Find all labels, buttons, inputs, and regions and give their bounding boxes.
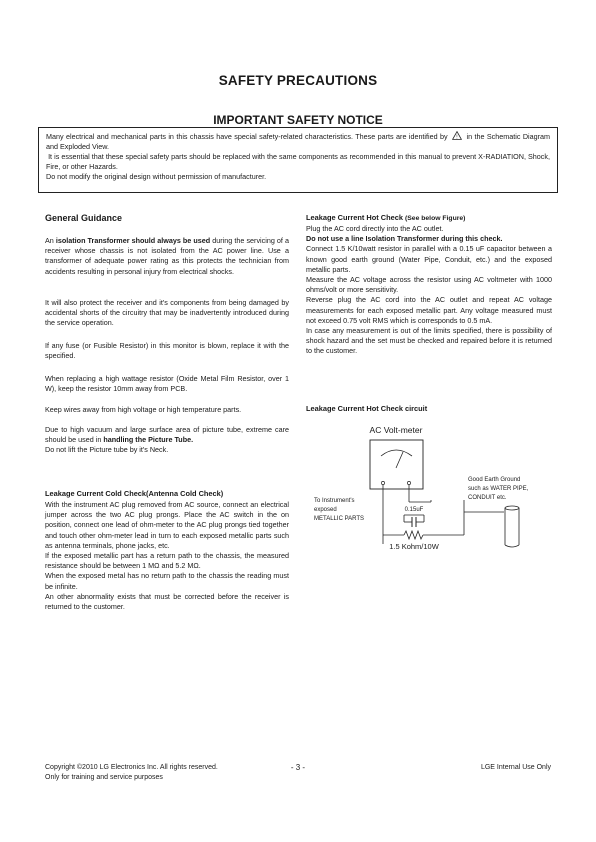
hot-check-title: Leakage Current Hot Check [306, 213, 403, 222]
footer-internal: LGE Internal Use Only [480, 764, 551, 771]
circuit-heading: Leakage Current Hot Check circuit [306, 404, 428, 413]
hot-check-p1: Plug the AC cord directly into the AC outlet. [306, 224, 444, 233]
footer-copyright: Copyright ©2010 LG Electronics Inc. All rights reserved. [45, 764, 218, 771]
general-guidance-heading: General Guidance [45, 213, 123, 223]
hot-check-p2: Do not use a line Isolation Transformer during this check. [306, 234, 503, 244]
meter-terminal-left [381, 481, 384, 484]
guidance-p2: It will also protect the receiver and it's components from being damaged by accidental shorts of the circuitry that may be inadvertently introduced during the service operation. [45, 298, 289, 328]
hot-check-note: (See below Figure) [405, 215, 466, 222]
guidance-p3: If any fuse (or Fusible Resistor) in this monitor is blown, replace it with the specified. [45, 341, 289, 361]
cold-check-p4: An other abnormality exists that must be corrected before the receiver is returned to the customer. [45, 591, 289, 612]
notice-p3: Do not modify the original design without permission of manufacturer. [46, 172, 267, 182]
guidance-p4: When replacing a high wattage resistor (Oxide Metal Film Resistor, over 1 W), keep the resistor 10mm away from PCB. [45, 374, 289, 394]
guidance-p1 [45, 236, 289, 277]
warning-triangle-icon [452, 131, 462, 140]
water-pipe-icon [505, 506, 519, 547]
hot-check-heading [306, 213, 465, 222]
capacitor-label: 0.15uF [404, 507, 424, 513]
guidance-p6 [45, 425, 289, 456]
notice-p1-a: Many electrical and mechanical parts in this chassis have special safety-related characteristics. These parts are identified by [46, 132, 448, 141]
cold-check-p2: If the exposed metallic part has a return path to the chassis, the measured resistance should be between 1 MΩ and 5.2 MΩ. [45, 551, 289, 571]
cold-check-body [45, 500, 289, 612]
hot-check-p6: In case any measurement is out of the limits specified, there is possibility of shock hazard and the set must be checked and repaired before it is returned to the customer. [306, 326, 552, 356]
footer-training: Only for training and service purposes [45, 773, 163, 781]
svg-text:!: ! [456, 134, 458, 140]
meter-label: AC Volt-meter [369, 425, 423, 435]
guidance-p5: Keep wires away from high voltage or high temperature parts. [45, 405, 242, 414]
voltmeter-box [370, 440, 423, 489]
ground-label-3: CONDUIT etc. [468, 495, 507, 501]
instrument-label-1: To Instrument's [314, 498, 355, 504]
guidance-p1-bold: isolation Transformer should always be used [55, 236, 211, 245]
notice-p1-b: in the Schematic Diagram and Exploded View. [46, 132, 551, 152]
resistor-symbol [404, 531, 423, 539]
instrument-label-3: METALLIC PARTS [314, 516, 365, 522]
ground-label-2: such as WATER PIPE, [468, 486, 529, 492]
hot-check-circuit-diagram [306, 418, 558, 558]
notice-text [46, 131, 550, 182]
guidance-p6-bold: handling the Picture Tube. [103, 435, 194, 445]
hot-check-body [306, 224, 552, 357]
hot-check-p4: Measure the AC voltage across the resistor using AC voltmeter with 1000 ohms/volt or more sensitivity. [306, 275, 552, 295]
notice-p2: It is essential that these special safety parts should be replaced with the same components as recommended in this manual to prevent X-RADIATION, Shock, Fire, or other Hazards. [46, 152, 550, 172]
cold-check-heading: Leakage Current Cold Check(Antenna Cold Check) [45, 489, 224, 498]
guidance-p6-b: Do not lift the Picture tube by it's Neck. [45, 445, 169, 455]
cold-check-p3: When the exposed metal has no return path to the chassis the reading must be infinite. [45, 571, 289, 591]
guidance-p1-a: An [45, 236, 54, 245]
meter-terminal-right [407, 481, 410, 484]
instrument-label-2: exposed [314, 507, 337, 513]
safety-notice [38, 113, 558, 193]
hot-check-p5: Reverse plug the AC cord into the AC outlet and repeat AC voltage measurements for each exposed metallic part. Any voltage measured must not exceed 0.75 volt RMS which is corresponds to 0.5 mA. [306, 295, 552, 325]
guidance-p6-a: Due to high vacuum and large surface area of picture tube, extreme care should be used in [45, 425, 289, 445]
guidance-p1-b: during the servicing of a receiver whose chassis is not isolated from the AC power line. Use a transformer of adequate power rating as this protects the technician from accidents resulting in personal injury from electrical shocks. [45, 236, 290, 276]
cold-check-p1: With the instrument AC plug removed from AC source, connect an electrical jumper across the two AC plug prongs. Place the AC switch in the on position, connect one lead of ohm-meter to the AC plug prongs tied together and touch other ohm-meter lead in turn to each exposed metallic parts such as antenna terminals, phone jacks, etc. [45, 500, 289, 550]
notice-title: IMPORTANT SAFETY NOTICE [207, 113, 389, 127]
ground-label-1: Good Earth Ground [468, 477, 521, 483]
page-title: SAFETY PRECAUTIONS [218, 73, 378, 88]
hot-check-p3: Connect 1.5 K/10watt resistor in parallel with a 0.15 uF capacitor between a known good earth ground (Water Pipe, Conduit, etc.) and the exposed metallic parts. [306, 244, 552, 274]
resistor-label: 1.5 Kohm/10W [389, 542, 439, 551]
page-number: - 3 - [290, 763, 306, 772]
